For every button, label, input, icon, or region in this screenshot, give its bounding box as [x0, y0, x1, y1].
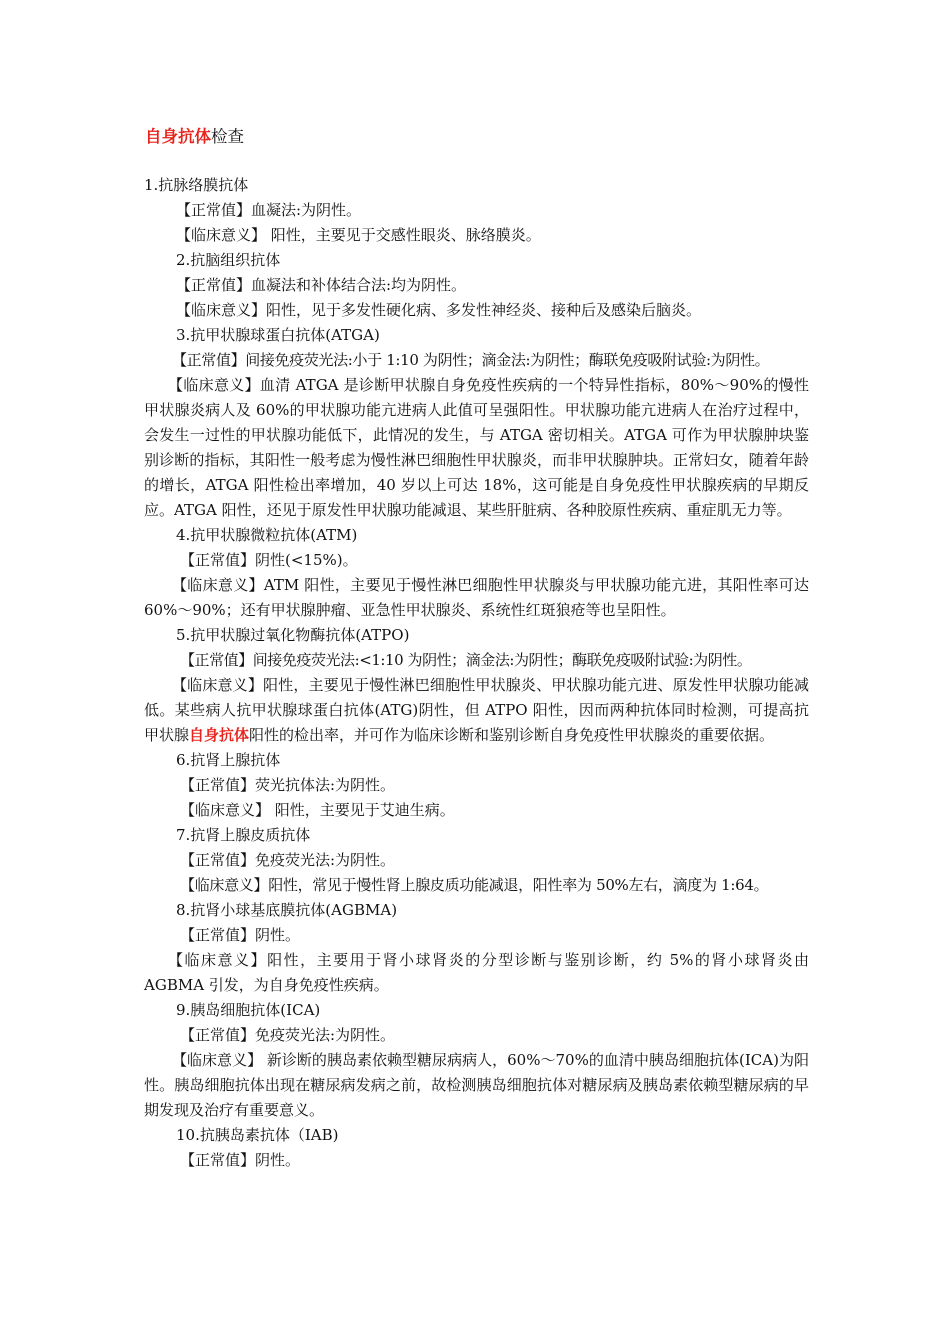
normal-value: 【正常值】免疫荧光法:为阴性。: [180, 1026, 396, 1044]
normal-value: 【正常值】血凝法和补体结合法:均为阴性。: [176, 276, 467, 294]
item-heading: 5.抗甲状腺过氧化物酶抗体(ATPO): [176, 626, 410, 644]
clinical-significance: [144, 673, 809, 748]
clinical-significance: 【临床意义】 阳性，主要见于艾迪生病。: [180, 801, 455, 819]
item-heading: 10.抗胰岛素抗体（IAB): [176, 1126, 339, 1144]
clinical-significance: 【临床意义】血清 ATGA 是诊断甲状腺自身免疫性疾病的一个特异性指标，80%～90%的慢性甲状腺炎病人及 60%的甲状腺功能亢进病人此值可呈强阳性。甲状腺功能亢进病人在治疗过程中，会发生一过性的甲状腺功能低下，此情况的发生，与 ATGA 密切相关。ATGA 可作为甲状腺肿块鉴别诊断的指标，其阳性一般考虑为慢性淋巴细胞性甲状腺炎，而非甲状腺肿块。正常妇女，随着年龄的增长，ATGA 阳性检出率增加，40 岁以上可达 18%，这可能是自身免疫性甲状腺疾病的早期反应。ATGA 阳性，还见于原发性甲状腺功能减退、某些肝脏病、各种胶原性疾病、重症肌无力等。: [144, 376, 809, 519]
normal-value: 【正常值】免疫荧光法:为阴性。: [180, 851, 396, 869]
clinical-significance: 【临床意义】阳性，常见于慢性肾上腺皮质功能减退，阳性率为 50%左右，滴度为 1:64。: [180, 876, 769, 894]
normal-value: 【正常值】间接免疫荧光法:<1:10 为阴性；滴金法:为阴性；酶联免疫吸附试验:为阴性。: [180, 651, 752, 669]
item-heading: 2.抗脑组织抗体: [176, 251, 281, 269]
item-heading: 1.抗脉络膜抗体: [144, 176, 249, 194]
clinical-text-before: 【临床意义】阳性，主要见于慢性淋巴细胞性甲状腺炎、甲状腺功能亢进、原发性甲状腺功能减低。某些病人抗甲状腺球蛋白抗体(ATG)阴性，但 ATPO 阳性，因而两种抗体同时检测，可提高抗甲状腺: [144, 676, 809, 744]
clinical-significance: 【临床意义】阳性，见于多发性硬化病、多发性神经炎、接种后及感染后脑炎。: [176, 301, 702, 319]
title-highlight: 自身抗体: [145, 127, 211, 146]
normal-value: 【正常值】血凝法:为阴性。: [176, 201, 362, 219]
normal-value: 【正常值】阴性(<15%)。: [180, 551, 358, 569]
normal-value: 【正常值】阴性。: [180, 926, 301, 944]
clinical-significance: 【临床意义】ATM 阳性，主要见于慢性淋巴细胞性甲状腺炎与甲状腺功能亢进，其阳性率可达 60%～90%；还有甲状腺肿瘤、亚急性甲状腺炎、系统性红斑狼疮等也呈阳性。: [144, 576, 809, 619]
item-heading: 4.抗甲状腺微粒抗体(ATM): [176, 526, 358, 544]
document-title: [145, 124, 244, 150]
clinical-significance: 【临床意义】 新诊断的胰岛素依赖型糖尿病病人，60%～70%的血清中胰岛细胞抗体(ICA)为阳性。胰岛细胞抗体出现在糖尿病发病之前，故检测胰岛细胞抗体对糖尿病及胰岛素依赖型糖尿病的早期发现及治疗有重要意义。: [144, 1051, 809, 1119]
clinical-text-after: 阳性的检出率，并可作为临床诊断和鉴别诊断自身免疫性甲状腺炎的重要依据。: [249, 726, 775, 744]
document-body: [144, 173, 809, 1173]
item-heading: 9.胰岛细胞抗体(ICA): [176, 1001, 321, 1019]
item-heading: 8.抗肾小球基底膜抗体(AGBMA): [176, 901, 398, 919]
item-heading: 3.抗甲状腺球蛋白抗体(ATGA): [176, 326, 380, 344]
normal-value: 【正常值】阴性。: [180, 1151, 301, 1169]
item-heading: 7.抗肾上腺皮质抗体: [176, 826, 311, 844]
normal-value: 【正常值】荧光抗体法:为阴性。: [180, 776, 396, 794]
clinical-significance: 【临床意义】阳性，主要用于肾小球肾炎的分型诊断与鉴别诊断，约 5%的肾小球肾炎由 AGBMA 引发，为自身免疫性疾病。: [144, 951, 809, 994]
inline-highlight: 自身抗体: [189, 726, 250, 744]
clinical-significance: 【临床意义】 阳性，主要见于交感性眼炎、脉络膜炎。: [176, 226, 541, 244]
title-rest: 检查: [211, 127, 244, 146]
normal-value: 【正常值】间接免疫荧光法:小于 1:10 为阴性；滴金法:为阴性；酶联免疫吸附试验:为阴性。: [172, 351, 770, 369]
item-heading: 6.抗肾上腺抗体: [176, 751, 281, 769]
